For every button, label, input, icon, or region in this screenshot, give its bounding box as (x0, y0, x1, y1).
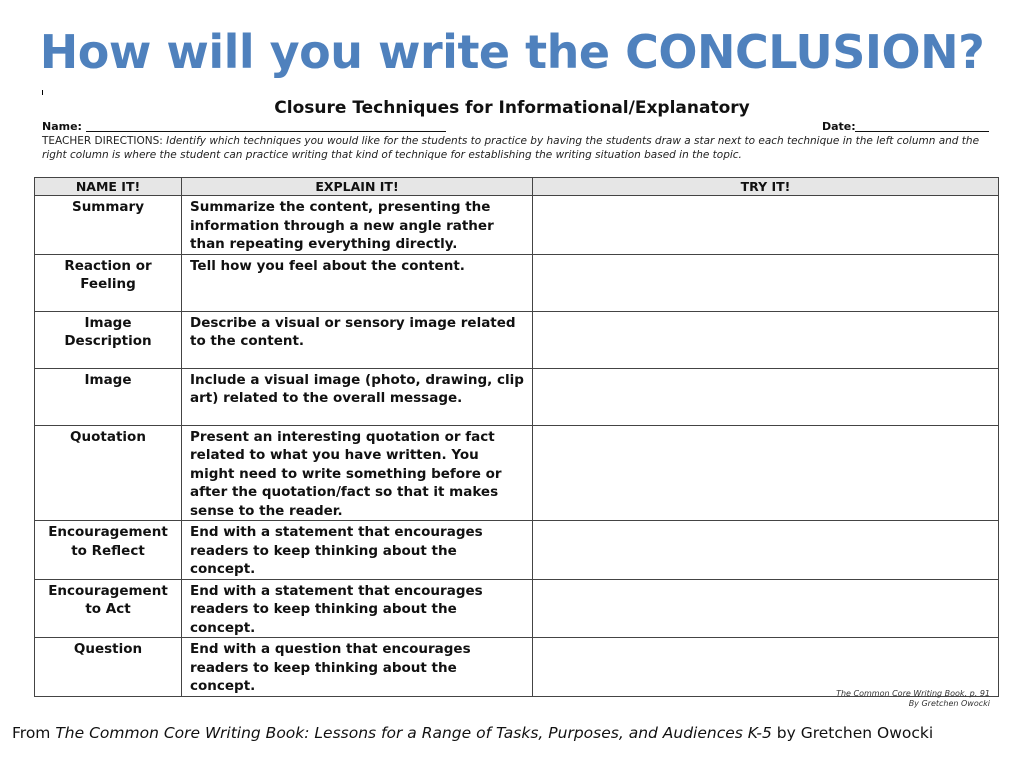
source-suffix: by Gretchen Owocki (771, 724, 934, 742)
source-book-title: The Common Core Writing Book: Lessons for a Range of Tasks, Purposes, and Audiences K-5 (55, 724, 772, 742)
technique-explanation: Summarize the content, presenting the information through a new angle rather than repeating everything directly. (182, 196, 533, 255)
table-row (35, 425, 999, 521)
technique-explanation: Include a visual image (photo, drawing, clip art) related to the overall message. (182, 368, 533, 425)
try-it-cell[interactable] (533, 196, 999, 255)
citation-line: The Common Core Writing Book, p. 91 (836, 689, 990, 698)
worksheet-citation (836, 689, 990, 709)
techniques-table (34, 177, 999, 697)
date-label: Date: (822, 120, 856, 133)
try-it-cell[interactable] (533, 521, 999, 580)
technique-explanation: Describe a visual or sensory image related to the content. (182, 311, 533, 368)
table-header-row (35, 178, 999, 196)
technique-name: Encouragement to Reflect (35, 521, 182, 580)
slide-title: How will you write the CONCLUSION? (39, 25, 985, 79)
technique-name: Image Description (35, 311, 182, 368)
column-header-explain: EXPLAIN IT! (182, 178, 533, 196)
try-it-cell[interactable] (533, 638, 999, 697)
table-row (35, 254, 999, 311)
name-date-line (42, 120, 992, 134)
technique-explanation: Tell how you feel about the content. (182, 254, 533, 311)
table-row (35, 579, 999, 638)
technique-name: Encouragement to Act (35, 579, 182, 638)
try-it-cell[interactable] (533, 311, 999, 368)
table-row (35, 638, 999, 697)
technique-name: Summary (35, 196, 182, 255)
try-it-cell[interactable] (533, 579, 999, 638)
technique-name: Image (35, 368, 182, 425)
technique-explanation: End with a statement that encourages readers to keep thinking about the concept. (182, 521, 533, 580)
name-blank-line (86, 131, 446, 132)
worksheet-title: Closure Techniques for Informational/Explanatory (274, 98, 750, 118)
technique-explanation: End with a statement that encourages readers to keep thinking about the concept. (182, 579, 533, 638)
name-label: Name: (42, 120, 82, 133)
technique-explanation: Present an interesting quotation or fact related to what you have written. You might need to write something before or after the quotation/fact so that it makes sense to the reader. (182, 425, 533, 521)
try-it-cell[interactable] (533, 254, 999, 311)
date-blank-line (855, 131, 989, 132)
table-row (35, 196, 999, 255)
column-header-try: TRY IT! (533, 178, 999, 196)
try-it-cell[interactable] (533, 425, 999, 521)
teacher-directions (42, 134, 997, 162)
technique-name: Question (35, 638, 182, 697)
table-row (35, 368, 999, 425)
try-it-cell[interactable] (533, 368, 999, 425)
stray-mark (42, 90, 43, 95)
table-row (35, 521, 999, 580)
column-header-name: NAME IT! (35, 178, 182, 196)
directions-lead: TEACHER DIRECTIONS: (42, 135, 167, 147)
source-prefix: From (12, 724, 56, 742)
technique-name: Quotation (35, 425, 182, 521)
directions-body: Identify which techniques you would like for the students to practice by having the students draw a star next to each technique in the left column and the right column is where the student can practice writing that kind of technique for establishing the writing situation based in the topic. (42, 135, 980, 161)
table-row (35, 311, 999, 368)
citation-line: By Gretchen Owocki (908, 699, 990, 708)
technique-name: Reaction or Feeling (35, 254, 182, 311)
source-note (12, 724, 1012, 742)
technique-explanation: End with a question that encourages readers to keep thinking about the concept. (182, 638, 533, 697)
